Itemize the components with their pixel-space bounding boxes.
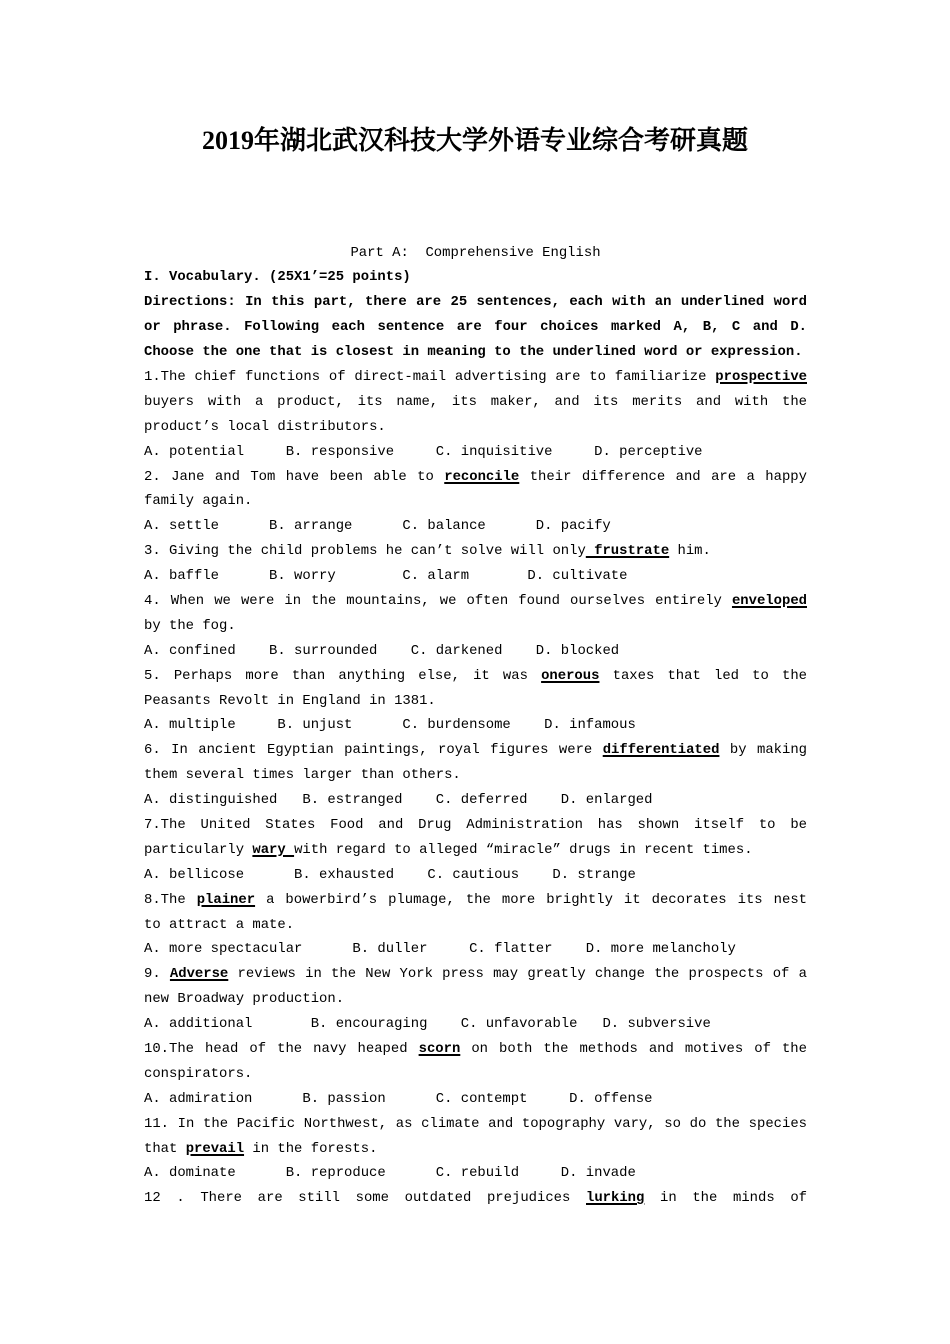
question-6 bbox=[144, 738, 807, 813]
option-c: C. burdensome bbox=[402, 717, 511, 734]
question-stem-line bbox=[144, 1137, 807, 1162]
question-stem-line: by the fog. bbox=[144, 617, 236, 634]
stem-text: 12 . There are still some outdated prejudices bbox=[144, 1190, 586, 1207]
stem-text: 9. bbox=[144, 966, 170, 983]
stem-text: that bbox=[144, 1140, 186, 1157]
question-stem-line bbox=[144, 888, 807, 913]
stem-text: in the forests. bbox=[244, 1140, 378, 1157]
stem-text: 4. When we were in the mountains, we often found ourselves entirely bbox=[144, 592, 732, 609]
option-c: C. unfavorable bbox=[460, 1016, 578, 1033]
stem-text: 6. In ancient Egyptian paintings, royal figures were bbox=[144, 742, 603, 759]
answer-options bbox=[144, 1161, 807, 1186]
option-c: C. contempt bbox=[435, 1090, 528, 1107]
answer-options bbox=[144, 788, 807, 813]
part-heading: Part A: Comprehensive English bbox=[350, 244, 601, 261]
option-b: B. encouraging bbox=[310, 1016, 428, 1033]
directions-line: Directions: In this part, there are 25 sentences, each with an underlined word bbox=[144, 294, 807, 311]
underlined-word: prevail bbox=[185, 1140, 245, 1157]
stem-text: with regard to alleged “miracle” drugs in recent times. bbox=[294, 841, 753, 858]
underlined-word: onerous bbox=[541, 667, 600, 684]
question-3 bbox=[144, 539, 807, 589]
option-a: A. bellicose bbox=[144, 866, 245, 883]
question-stem-line: new Broadway production. bbox=[144, 991, 345, 1008]
question-2 bbox=[144, 465, 807, 540]
option-d: D. infamous bbox=[544, 717, 636, 734]
answer-options bbox=[144, 713, 807, 738]
option-c: C. rebuild bbox=[435, 1165, 520, 1182]
question-stem-line: family again. bbox=[144, 493, 253, 510]
underlined-word: reconcile bbox=[444, 468, 520, 485]
exam-content bbox=[144, 241, 807, 1212]
option-c: C. deferred bbox=[435, 792, 528, 809]
document-title: 2019年湖北武汉科技大学外语专业综合考研真题 bbox=[201, 126, 748, 155]
stem-text: 1.The chief functions of direct-mail advertising are to familiarize bbox=[144, 368, 716, 385]
option-a: A. more spectacular bbox=[144, 941, 303, 958]
question-7 bbox=[144, 813, 807, 888]
question-stem-line bbox=[144, 1186, 807, 1211]
question-11 bbox=[144, 1112, 807, 1187]
question-stem-line bbox=[144, 589, 807, 614]
option-d: D. enlarged bbox=[560, 792, 653, 809]
option-a: A. confined bbox=[144, 642, 236, 659]
stem-text: him. bbox=[669, 543, 711, 560]
option-a: A. admiration bbox=[144, 1090, 253, 1107]
question-stem-line bbox=[144, 465, 807, 490]
option-b: B. surrounded bbox=[269, 642, 378, 659]
option-b: B. responsive bbox=[285, 443, 395, 460]
stem-text: particularly bbox=[144, 841, 253, 858]
directions-paragraph bbox=[144, 290, 807, 365]
option-c: C. inquisitive bbox=[435, 443, 553, 460]
option-d: D. subversive bbox=[602, 1016, 711, 1033]
option-a: A. multiple bbox=[144, 717, 236, 734]
option-b: B. arrange bbox=[269, 518, 353, 535]
option-b: B. estranged bbox=[302, 792, 403, 809]
option-a: A. additional bbox=[144, 1016, 253, 1033]
stem-text: 10.The head of the navy heaped bbox=[144, 1041, 419, 1057]
stem-text: their difference and are a happy bbox=[519, 468, 807, 485]
answer-options bbox=[144, 863, 807, 888]
option-a: A. baffle bbox=[144, 568, 220, 585]
question-stem-line bbox=[144, 539, 807, 564]
underlined-word: lurking bbox=[586, 1190, 645, 1207]
option-c: C. balance bbox=[402, 518, 486, 535]
answer-options bbox=[144, 564, 807, 589]
option-b: B. passion bbox=[302, 1090, 386, 1107]
stem-text: a bowerbird’s plumage, the more brightly it decorates its nest bbox=[255, 891, 808, 908]
directions-line: or phrase. Following each sentence are four choices marked A, B, C and D. bbox=[144, 319, 807, 336]
underlined-word: prospective bbox=[715, 368, 807, 385]
answer-options bbox=[144, 937, 807, 962]
answer-options bbox=[144, 440, 807, 465]
question-12 bbox=[144, 1186, 807, 1211]
option-d: D. blocked bbox=[535, 642, 620, 659]
question-stem-line: 7.The United States Food and Drug Administration has shown itself to be bbox=[144, 816, 807, 833]
option-a: A. distinguished bbox=[144, 792, 278, 809]
underlined-word: plainer bbox=[196, 891, 256, 908]
option-b: B. reproduce bbox=[285, 1165, 386, 1182]
option-b: B. duller bbox=[352, 941, 428, 958]
stem-text: on both the methods and motives of the bbox=[460, 1041, 807, 1057]
question-stem-line: them several times larger than others. bbox=[144, 767, 461, 784]
option-a: A. potential bbox=[144, 443, 245, 460]
question-stem-line bbox=[144, 838, 807, 863]
option-b: B. exhausted bbox=[294, 866, 395, 883]
option-b: B. worry bbox=[269, 568, 336, 585]
option-d: D. more melancholy bbox=[585, 941, 736, 958]
option-a: A. dominate bbox=[144, 1165, 236, 1182]
question-9 bbox=[144, 962, 807, 1037]
question-8 bbox=[144, 888, 807, 963]
answer-options bbox=[144, 514, 807, 539]
option-d: D. perceptive bbox=[594, 443, 703, 460]
directions-line: Choose the one that is closest in meaning to the underlined word or expression. bbox=[144, 344, 803, 361]
question-stem-line: 11. In the Pacific Northwest, as climate and topography vary, so do the species bbox=[144, 1115, 807, 1132]
answer-options bbox=[144, 639, 807, 664]
stem-text: reviews in the New York press may greatly change the prospects of a bbox=[228, 966, 807, 983]
underlined-word: Adverse bbox=[169, 966, 229, 983]
option-c: C. cautious bbox=[427, 866, 520, 883]
underlined-word: enveloped bbox=[731, 592, 807, 609]
underlined-word: scorn bbox=[418, 1041, 461, 1057]
stem-text: 2. Jane and Tom have been able to bbox=[144, 468, 445, 485]
answer-options bbox=[144, 1012, 807, 1037]
stem-text: 8.The bbox=[144, 891, 197, 908]
option-a: A. settle bbox=[144, 518, 220, 535]
stem-text: in the minds of bbox=[644, 1190, 808, 1207]
stem-text: 3. Giving the child problems he can’t solve will only bbox=[144, 543, 586, 560]
underlined-word: frustrate bbox=[585, 543, 670, 560]
question-stem-line bbox=[144, 962, 807, 987]
question-stem-line: product’s local distributors. bbox=[144, 418, 386, 435]
stem-text: 5. Perhaps more than anything else, it was bbox=[144, 667, 542, 684]
option-c: C. flatter bbox=[469, 941, 553, 958]
section-heading: I. Vocabulary. (25X1’=25 points) bbox=[144, 269, 411, 286]
question-4 bbox=[144, 589, 807, 664]
question-stem-line bbox=[144, 738, 807, 763]
underlined-word: differentiated bbox=[602, 742, 720, 759]
question-stem-line: buyers with a product, its name, its maker, and its merits and with the bbox=[144, 393, 807, 410]
answer-options bbox=[144, 1087, 807, 1112]
stem-text: by making bbox=[719, 742, 808, 759]
option-d: D. strange bbox=[552, 866, 636, 883]
question-stem-line bbox=[144, 664, 807, 689]
option-d: D. offense bbox=[569, 1090, 653, 1107]
question-stem-line: to attract a mate. bbox=[144, 916, 295, 933]
option-d: D. cultivate bbox=[527, 568, 628, 585]
stem-text: taxes that led to the bbox=[599, 667, 807, 684]
question-10 bbox=[144, 1037, 807, 1112]
option-d: D. invade bbox=[560, 1165, 636, 1182]
question-stem-line bbox=[144, 365, 807, 390]
question-stem-line: conspirators. bbox=[144, 1065, 253, 1082]
option-d: D. pacify bbox=[535, 518, 611, 535]
question-stem-line bbox=[144, 1037, 807, 1062]
question-5 bbox=[144, 664, 807, 739]
option-c: C. alarm bbox=[402, 568, 470, 585]
question-stem-line: Peasants Revolt in England in 1381. bbox=[144, 692, 436, 709]
option-b: B. unjust bbox=[277, 717, 353, 734]
underlined-word: wary bbox=[252, 841, 295, 858]
option-c: C. darkened bbox=[410, 642, 503, 659]
question-1 bbox=[144, 365, 807, 465]
